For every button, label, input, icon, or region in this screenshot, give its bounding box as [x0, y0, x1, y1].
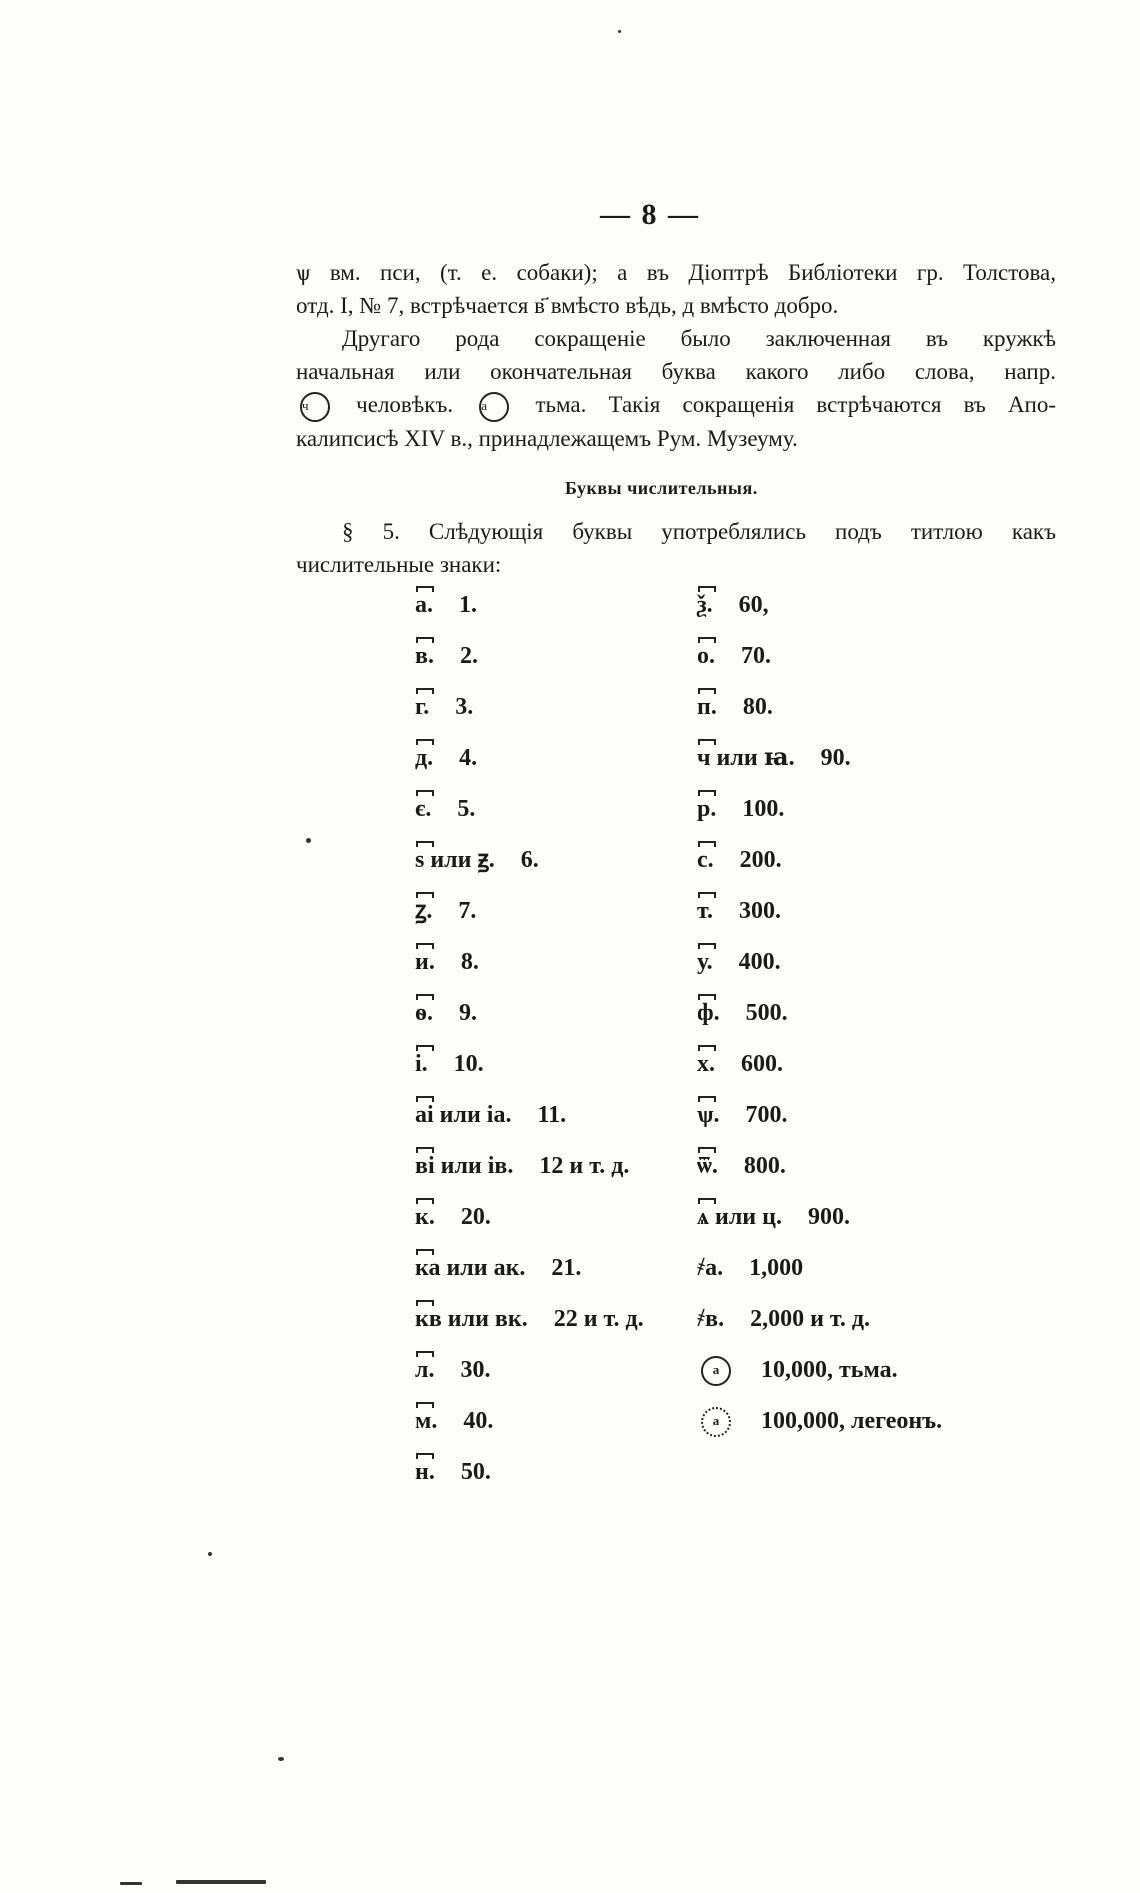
circled-letter-icon: ч [300, 392, 330, 422]
numeral-value: 10,000, тьма. [761, 1357, 898, 1383]
numeral-value: 12 и т. д. [539, 1153, 630, 1179]
numeral-value: 22 и т. д. [553, 1306, 644, 1332]
scan-speck [306, 838, 311, 843]
numeral-value: 700. [745, 1102, 788, 1128]
numeral-row [697, 988, 942, 1039]
numeral-value: 70. [741, 643, 771, 669]
numeral-value: 500. [745, 1000, 788, 1026]
numeral-letter: ві или ів. [415, 1141, 513, 1192]
numeral-letter: ф. [697, 988, 720, 1039]
numeral-value: 4. [459, 745, 478, 771]
numeral-value: 1. [459, 592, 477, 618]
numeral-letter: х. [697, 1039, 715, 1090]
numeral-row [697, 784, 942, 835]
numeral-letter: ѧ или ц. [697, 1192, 782, 1243]
numeral-letter: с. [697, 835, 714, 886]
numeral-value: 6. [520, 847, 539, 873]
numeral-value: 9. [459, 1000, 477, 1026]
numeral-value: 30. [460, 1357, 491, 1383]
numeral-value: 60, [738, 592, 769, 618]
numeral-value: 11. [537, 1102, 567, 1128]
scan-speck [176, 1880, 266, 1884]
numeral-letter: ѕ или ꙃ. [415, 835, 495, 886]
numeral-value: 800. [743, 1153, 786, 1179]
numeral-letter: р. [697, 784, 716, 835]
numeral-letter: и. [415, 937, 435, 988]
numeral-row [697, 1294, 942, 1345]
numeral-row [697, 1396, 942, 1447]
numeral-row [697, 1345, 942, 1396]
numeral-letter: ꙁ. [415, 886, 432, 937]
circled-letter-icon: а [479, 392, 509, 422]
numeral-row [697, 1192, 942, 1243]
numeral-value: 600. [741, 1051, 783, 1077]
numeral-row [415, 1294, 644, 1345]
numeral-value: 21. [551, 1255, 582, 1281]
numeral-value: 100. [742, 796, 785, 822]
paragraph-2-line-3 [296, 388, 1056, 422]
numeral-letter: п. [697, 682, 717, 733]
numeral-row [415, 1090, 644, 1141]
numeral-value: 900. [807, 1204, 850, 1230]
circled-letter-icon: а [701, 1356, 731, 1386]
paragraph-1-line-1: ѱ вм. пси, (т. е. собаки); а въ Діоптрѣ Библіотеки гр. Толстова, [296, 260, 1056, 285]
numeral-row [415, 1447, 644, 1498]
numeral-value: 10. [453, 1051, 484, 1077]
numeral-value: 50. [460, 1459, 491, 1485]
page-number: — 8 — [600, 198, 700, 231]
numeral-row [415, 886, 644, 937]
numeral-row [415, 835, 644, 886]
numeral-row [415, 580, 644, 631]
numeral-row [415, 988, 644, 1039]
numeral-value: 8. [460, 949, 479, 975]
scan-speck [120, 1882, 142, 1885]
numeral-row [415, 1141, 644, 1192]
numeral-letter: о. [697, 631, 715, 682]
numeral-row [697, 682, 942, 733]
paragraph-2-line-2: начальная или окончательная буква какого либо слова, напр. [296, 359, 1056, 384]
numerals-left-column [415, 580, 644, 1498]
numeral-letter: л. [415, 1345, 434, 1396]
numeral-letter: ка или ак. [415, 1243, 525, 1294]
numeral-row [415, 784, 644, 835]
numeral-letter: кв или вк. [415, 1294, 528, 1345]
paragraph-1 [296, 256, 1056, 322]
numerals-right-column [697, 580, 942, 1447]
numeral-value: 3. [455, 694, 474, 720]
numeral-letter: ѿ. [697, 1141, 718, 1192]
paragraph-3-line-2: числительные знаки: [296, 552, 502, 577]
numeral-letter: г. [415, 682, 429, 733]
abbrev-word: человѣкъ. [356, 392, 454, 417]
numeral-row [415, 1243, 644, 1294]
section-heading: Буквы числительныя. [565, 478, 758, 498]
numeral-row [697, 1243, 942, 1294]
numeral-value: 1,000 [749, 1255, 804, 1281]
numeral-letter: ч или ꙗ. [697, 733, 795, 784]
numeral-row [697, 580, 942, 631]
numeral-letter: м. [415, 1396, 437, 1447]
dotted-circle-letter-icon: а [701, 1407, 731, 1437]
numeral-row [697, 886, 942, 937]
numeral-value: 100,000, легеонъ. [761, 1408, 943, 1434]
numeral-row [697, 733, 942, 784]
numeral-letter: є. [415, 784, 431, 835]
numeral-letter: а. [415, 580, 433, 631]
numeral-letter: в. [415, 631, 434, 682]
scan-speck [278, 1757, 284, 1761]
numeral-row [697, 1090, 942, 1141]
numeral-value: 80. [742, 694, 773, 720]
numeral-row [415, 682, 644, 733]
numeral-value: 400. [738, 949, 781, 975]
paragraph-2 [296, 322, 1056, 455]
paragraph-3-line-1: § 5. Слѣдующія буквы употреблялись подъ титлою какъ [342, 519, 1056, 544]
numeral-letter: ѱ. [697, 1090, 720, 1141]
numeral-value: 7. [458, 898, 477, 924]
numeral-row [697, 835, 942, 886]
numeral-letter: к. [415, 1192, 435, 1243]
numeral-row [415, 1396, 644, 1447]
numeral-letter: д. [415, 733, 433, 784]
numeral-value: 40. [463, 1408, 494, 1434]
numeral-row [415, 733, 644, 784]
numeral-letter: ҂а. [697, 1255, 724, 1281]
numeral-letter: ҂в. [697, 1306, 725, 1332]
numeral-value: 90. [820, 745, 851, 771]
scan-speck [618, 30, 621, 33]
numeral-row [415, 631, 644, 682]
numeral-value: 300. [738, 898, 781, 924]
numeral-letter: у. [697, 937, 713, 988]
numeral-letter: н. [415, 1447, 435, 1498]
numeral-value: 5. [457, 796, 476, 822]
numeral-letter: аі или іа. [415, 1090, 511, 1141]
abbrev-word: тьма. Такія сокращенія встрѣчаются въ Апо- [535, 392, 1057, 417]
numeral-value: 20. [460, 1204, 491, 1230]
paragraph-1-line-2: отд. I, № 7, встрѣчается в҃ вмѣсто вѣдь, д вмѣсто добро. [296, 293, 839, 318]
paragraph-2-line-4: калипсисѣ XIV в., принадлежащемъ Рум. Музеуму. [296, 425, 798, 451]
numeral-row [415, 937, 644, 988]
numeral-letter: ѳ. [415, 988, 433, 1039]
numeral-letter: ѯ. [697, 580, 713, 631]
numeral-row [697, 631, 942, 682]
numeral-row [415, 1192, 644, 1243]
numeral-letter: і. [415, 1039, 428, 1090]
paragraph-3 [296, 515, 1056, 581]
numeral-value: 2. [459, 643, 478, 669]
numeral-row [697, 1141, 942, 1192]
numeral-value: 200. [739, 847, 782, 873]
scan-speck [208, 1552, 212, 1556]
numeral-row [697, 937, 942, 988]
numeral-letter: т. [697, 886, 713, 937]
numeral-row [415, 1345, 644, 1396]
paragraph-2-line-1: Другаго рода сокращеніе было заключенная въ кружкѣ [342, 326, 1056, 351]
numeral-row [697, 1039, 942, 1090]
numeral-row [415, 1039, 644, 1090]
numeral-value: 2,000 и т. д. [750, 1306, 871, 1332]
